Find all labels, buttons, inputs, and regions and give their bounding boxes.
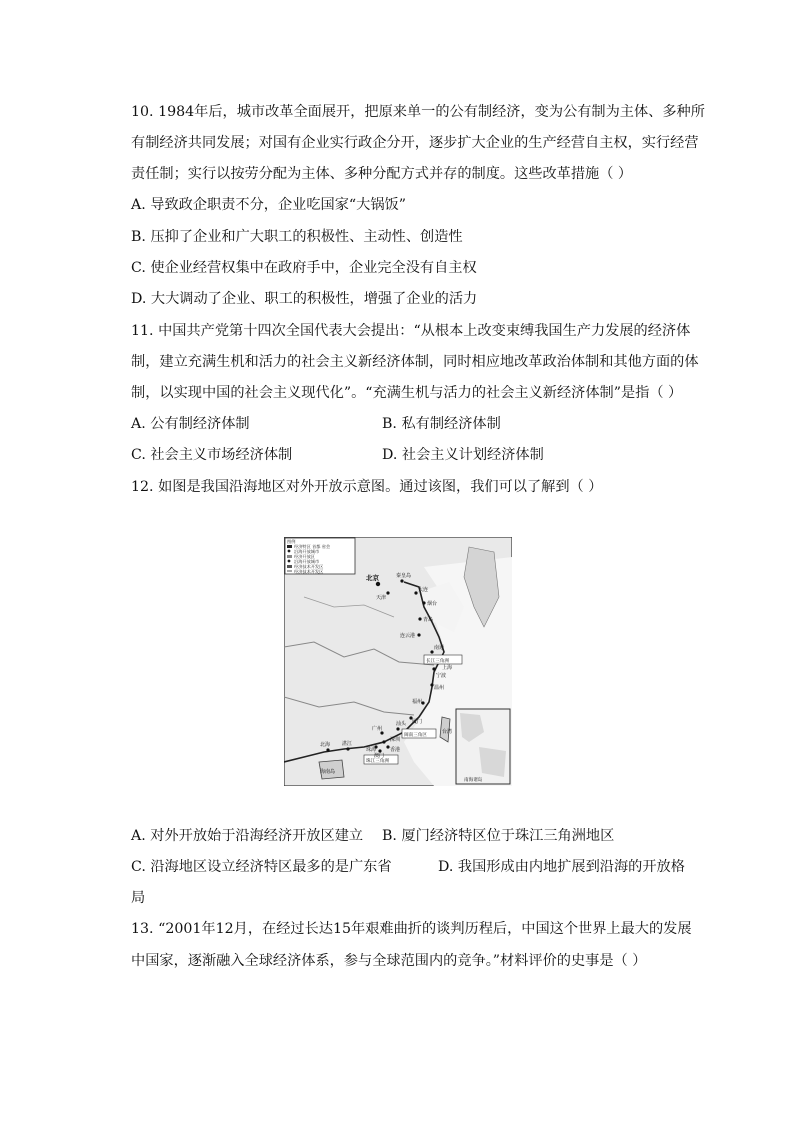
map-legend-1: 经济特区 首都 省会 bbox=[294, 544, 331, 549]
q10-stem-line-1: 10. 1984年后，城市改革全面展开，把原来单一的公有制经济，变为公有制为主体、多种所 bbox=[131, 104, 705, 120]
map-legend-3: 经济开放区 bbox=[294, 554, 315, 559]
q12-stem: 12. 如图是我国沿海地区对外开放示意图。通过该图，我们可以了解到（ ） bbox=[131, 479, 603, 495]
q12-option-d[interactable]: D. 我国形成由内地扩展到沿海的开放格 bbox=[438, 859, 685, 875]
q11-stem-line-3: 制，以实现中国的社会主义现代化”。“充满生机与活力的社会主义新经济体制”是指（ ） bbox=[131, 385, 683, 401]
q11-option-c[interactable]: C. 社会主义市场经济体制 bbox=[131, 447, 293, 463]
map-label-shenzhen: 深圳 bbox=[390, 737, 401, 743]
map-label-yantai: 烟台 bbox=[427, 601, 438, 607]
map-label-shantou: 汕头 bbox=[396, 721, 407, 727]
map-label-hainan: 海南岛 bbox=[320, 769, 336, 775]
map-legend-title: 图例 bbox=[287, 539, 296, 544]
map-label-tianjin: 天津 bbox=[376, 595, 387, 601]
map-legend-5: 经济技术开发区 bbox=[294, 564, 324, 569]
q10-option-a[interactable]: A. 导致政企职责不分，企业吃国家“大锅饭” bbox=[131, 197, 406, 213]
q12-option-a-text: A. 对外开放始于沿海经济开放区建立 bbox=[131, 828, 364, 844]
q11-option-d[interactable]: D. 社会主义计划经济体制 bbox=[382, 447, 544, 463]
map-label-wenzhou: 温州 bbox=[434, 685, 445, 691]
map-label-pearl-delta: 珠江三角洲 bbox=[366, 759, 389, 764]
q12-option-b[interactable]: B. 厦门经济特区位于珠江三角洲地区 bbox=[382, 828, 615, 844]
q10-option-d[interactable]: D. 大大调动了企业、职工的积极性，增强了企业的活力 bbox=[131, 291, 478, 307]
map-label-zhuhai: 珠海 bbox=[366, 747, 377, 753]
map-legend-6: 经济技术开发区 bbox=[294, 569, 324, 574]
q12-option-d-continued: 局 bbox=[131, 890, 146, 906]
map-label-beihai: 北海 bbox=[320, 742, 331, 748]
map-label-beijing: 北京 bbox=[366, 574, 379, 582]
map-label-south-china-sea: 南海诸岛 bbox=[464, 778, 483, 783]
q11-option-b[interactable]: B. 私有制经济体制 bbox=[382, 416, 501, 432]
coastal-opening-map bbox=[284, 537, 512, 786]
q12-option-c[interactable]: C. 沿海地区设立经济特区最多的是广东省 bbox=[131, 859, 392, 875]
q10-stem-line-2: 有制经济共同发展；对国有企业实行政企分开，逐步扩大企业的生产经营自主权，实行经营 bbox=[131, 135, 699, 151]
map-label-qingdao: 青岛 bbox=[423, 617, 434, 623]
q11-stem-line-1: 11. 中国共产党第十四次全国代表大会提出：“从根本上改变束缚我国生产力发展的经济体 bbox=[131, 323, 691, 339]
map-label-dalian: 大连 bbox=[418, 587, 429, 593]
map-label-minnan-delta: 闽南三角区 bbox=[404, 733, 427, 738]
map-label-yangtze-delta: 长江三角洲 bbox=[426, 659, 449, 664]
map-label-hongkong: 香港 bbox=[390, 747, 401, 753]
map-label-nantong: 南通 bbox=[434, 645, 445, 651]
map-label-fuzhou: 福州 bbox=[412, 699, 423, 705]
map-label-ningbo: 宁波 bbox=[436, 673, 447, 679]
map-legend-2: 沿海开放城市 bbox=[294, 549, 320, 554]
map-label-xiamen: 厦门 bbox=[412, 719, 423, 725]
q13-stem-line-1: 13. “2001年12月，在经过长达15年艰难曲折的谈判历程后，中国这个世界上最大的发展 bbox=[131, 921, 692, 937]
map-label-lianyungang: 连云港 bbox=[400, 633, 416, 639]
map-label-macau: 澳门 bbox=[374, 753, 385, 759]
map-label-taiwan: 台湾 bbox=[442, 729, 453, 735]
map-label-shanghai: 上海 bbox=[442, 665, 453, 671]
q10-option-b[interactable]: B. 压抑了企业和广大职工的积极性、主动性、创造性 bbox=[131, 229, 463, 245]
map-label-qinhuangdao: 秦皇岛 bbox=[396, 573, 412, 579]
map-legend-4: 沿海开放城市 bbox=[294, 559, 320, 564]
q10-option-c[interactable]: C. 使企业经营权集中在政府手中，企业完全没有自主权 bbox=[131, 260, 477, 276]
map-label-guangzhou: 广州 bbox=[372, 726, 383, 732]
q10-stem-line-3: 责任制；实行以按劳分配为主体、多种分配方式并存的制度。这些改革措施（ ） bbox=[131, 166, 633, 182]
q13-stem-line-2: 中国家，逐渐融入全球经济体系，参与全球范围内的竞争。”材料评价的史事是（ ） bbox=[131, 953, 647, 969]
map-label-zhanjiang: 湛江 bbox=[342, 741, 353, 747]
q11-stem-line-2: 制，建立充满生机和活力的社会主义新经济体制，同时相应地改革政治体制和其他方面的体 bbox=[131, 354, 699, 370]
q11-option-a[interactable]: A. 公有制经济体制 bbox=[131, 416, 250, 432]
